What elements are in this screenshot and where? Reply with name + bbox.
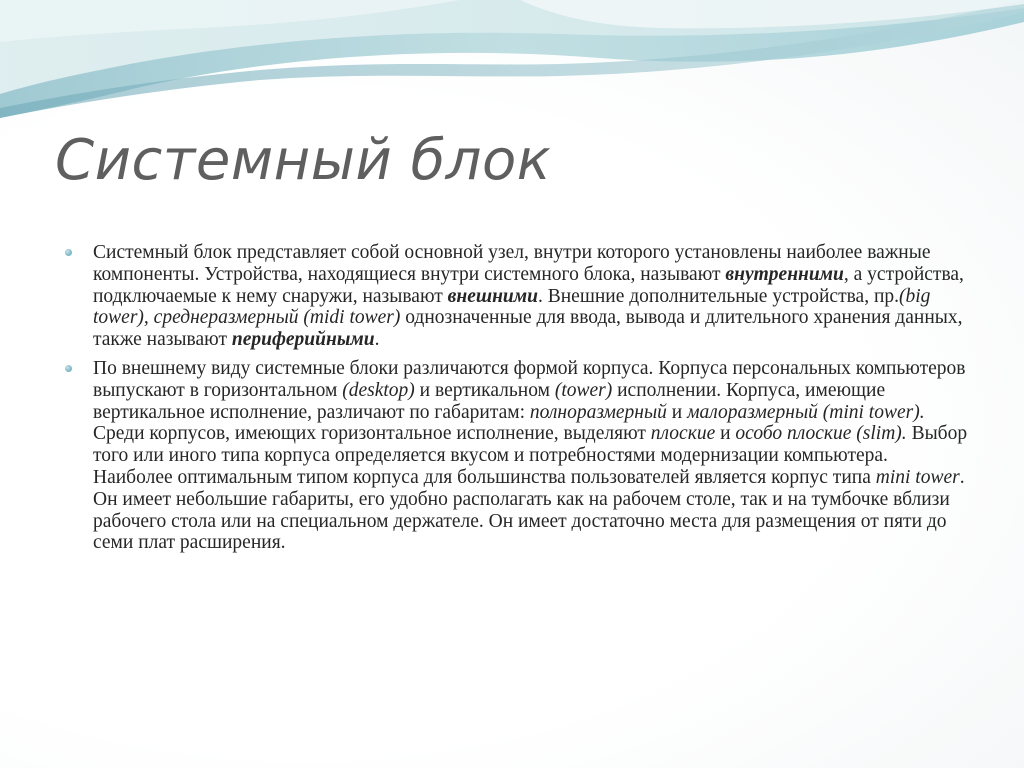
italic-run: mini tower bbox=[875, 466, 960, 488]
text-run: однозначенные для ввода, вывода и длительного хранения данных, также называют bbox=[93, 307, 963, 351]
italic-run: особо плоские (slim). bbox=[735, 423, 907, 445]
bullet-dot-icon bbox=[65, 249, 72, 256]
bullet-item bbox=[60, 242, 970, 351]
term-internal: внутренними bbox=[725, 263, 844, 285]
text-run: . Он имеет небольшие габариты, его удобно располагать как на рабочем столе, так и на тумбочке вблизи рабочего стола или на специальном держателе. Он имеет достаточно места для размещения от пяти до семи плат расширения. bbox=[93, 466, 965, 554]
italic-run: малоразмерный (mini tower). bbox=[687, 401, 925, 423]
term-external: внешними bbox=[447, 285, 538, 307]
text-run: По внешнему виду системные блоки различаются формой корпуса. Корпуса персональных компьютеров выпускают в горизонтальном bbox=[93, 357, 966, 401]
text-run: , а устройства, подключаемые к нему снаружи, называют bbox=[93, 263, 964, 307]
bullet-dot-icon bbox=[65, 365, 72, 372]
text-run: . bbox=[374, 329, 380, 351]
text-run: Среди корпусов, имеющих горизонтальное исполнение, выделяют bbox=[93, 423, 651, 445]
text-run: и bbox=[666, 401, 688, 423]
slide-title: Системный блок bbox=[55, 128, 552, 193]
italic-run: (big tower), среднеразмерный (midi tower) bbox=[93, 285, 931, 329]
text-run: исполнении. Корпуса, имеющие вертикальное исполнение, различают по габаритам: bbox=[93, 379, 886, 423]
text-run: Системный блок представляет собой основной узел, внутри которого установлены наиболее важные компоненты. Устройства, находящиеся внутри системного блока, называют bbox=[93, 242, 931, 285]
italic-run: (desktop) bbox=[342, 379, 415, 401]
wave-decoration bbox=[0, 0, 1024, 140]
text-run: Выбор того или иного типа корпуса определяется вкусом и потребностями модернизации компьютера. Наиболее оптимальным типом корпуса для большинства пользователей является корпус типа bbox=[93, 423, 968, 488]
text-run: . Внешние дополнительные устройства, пр. bbox=[537, 285, 900, 307]
text-run: и вертикальном bbox=[414, 379, 555, 401]
term-peripheral: периферийными bbox=[231, 329, 375, 351]
italic-run: плоские bbox=[650, 423, 716, 445]
italic-run: полноразмерный bbox=[529, 401, 667, 423]
italic-run: (tower) bbox=[554, 379, 613, 401]
bullet-item bbox=[60, 358, 970, 554]
text-run: и bbox=[715, 423, 736, 445]
bullet-list bbox=[60, 242, 970, 561]
